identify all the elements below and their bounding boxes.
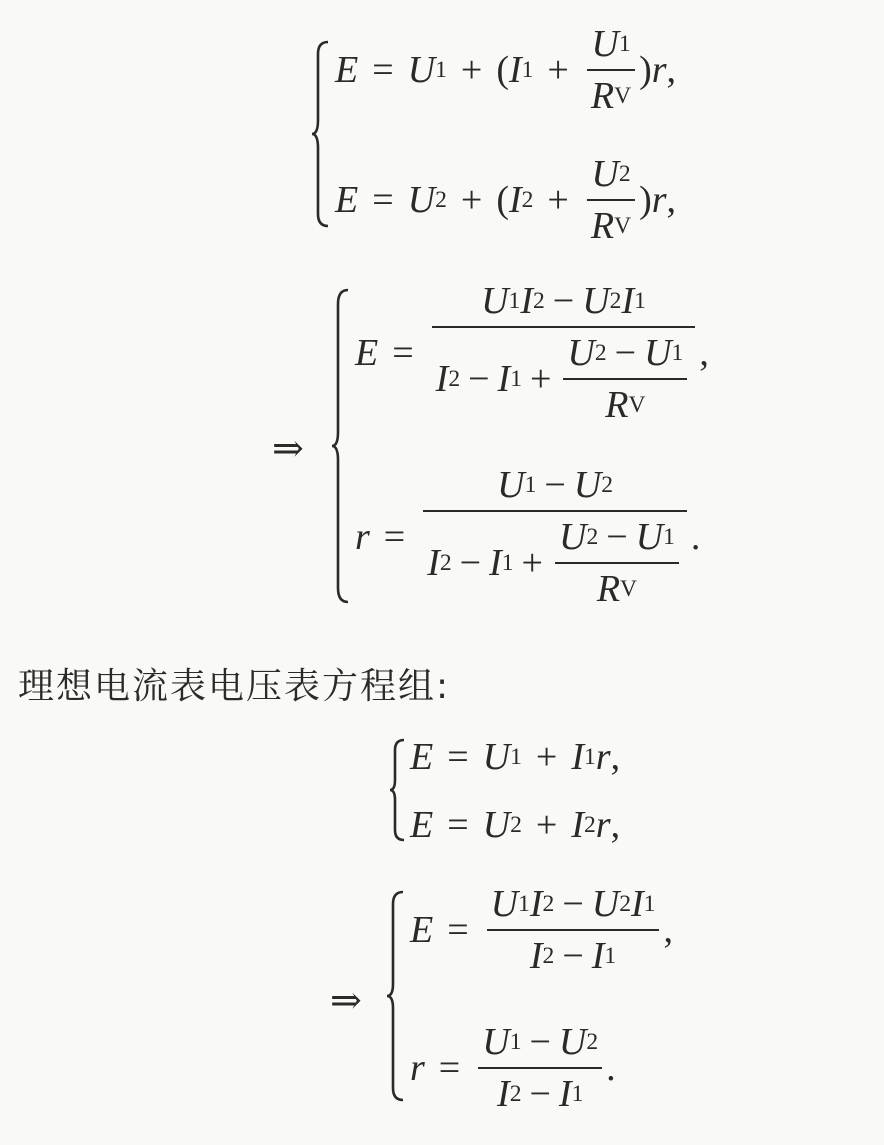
ideal-solution-r-row: r = U 1 − U 2 I 2 − I 1 . <box>410 1021 616 1115</box>
solution-r-row-1: r = U 1 − U 2 I 2 − I 1 + U 2 − U 1 R V . <box>355 464 701 610</box>
brace-solution-2 <box>385 890 407 1102</box>
brace-system-2 <box>388 738 408 842</box>
implies-arrow-2: ⇒ <box>330 980 362 1022</box>
ideal-solution-E-row: E = U 1 I 2 − U 2 I 1 I 2 − I 1 , <box>410 883 673 977</box>
solution-E-row-1: E = U 1 I 2 − U 2 I 1 I 2 − I 1 + U 2 − U 1 R V , <box>355 280 709 426</box>
equation-row-1: E = U 1 + ( I 1 + U 1 R V ) r , <box>335 23 677 117</box>
equation-row-2: E = U 2 + ( I 2 + U 2 R V ) r , <box>335 153 677 247</box>
section-heading: 理想电流表电压表方程组: <box>18 666 451 707</box>
implies-arrow-1: ⇒ <box>272 428 304 470</box>
ideal-equation-row-2: E = U 2 + I 2 r , <box>410 804 621 846</box>
brace-system-1 <box>310 40 332 228</box>
ideal-equation-row-1: E = U 1 + I 1 r , <box>410 736 621 778</box>
brace-solution-1 <box>330 288 352 604</box>
